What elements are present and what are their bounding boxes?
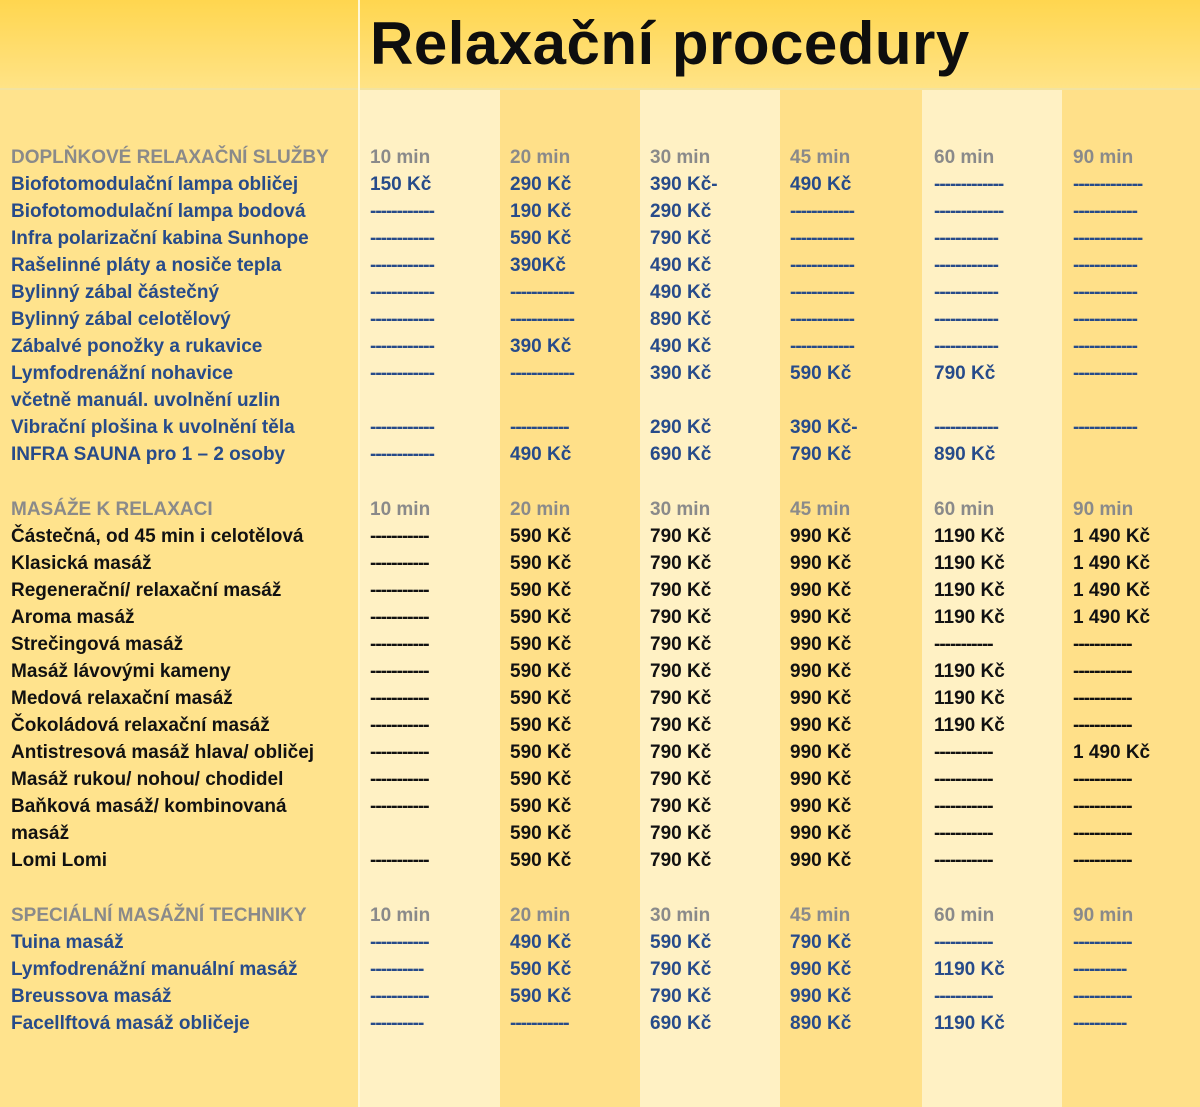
service-name: Klasická masáž (11, 553, 152, 574)
price-cell-90min: ------------ (1073, 201, 1137, 222)
price-cell-60min: ----------- (934, 932, 993, 953)
price-cell-10min: ------------ (370, 309, 434, 330)
service-name: INFRA SAUNA pro 1 – 2 osoby (11, 444, 286, 465)
service-name: Zábalvé ponožky a rukavice (11, 336, 263, 357)
duration-header-90min: 90 min (1073, 905, 1134, 926)
price-cell-20min: 590 Kč (510, 607, 572, 628)
price-cell-30min: 890 Kč (650, 309, 712, 330)
price-cell-45min: 990 Kč (790, 742, 852, 763)
price-cell-60min: ----------- (934, 823, 993, 844)
duration-header-10min: 10 min (370, 905, 431, 926)
price-cell-60min: 1190 Kč (934, 1013, 1005, 1034)
price-cell-60min: ------------ (934, 417, 998, 438)
price-cell-45min: 990 Kč (790, 823, 852, 844)
price-cell-30min: 790 Kč (650, 607, 712, 628)
price-cell-60min: 1190 Kč (934, 688, 1005, 709)
price-cell-30min: 790 Kč (650, 796, 712, 817)
price-cell-20min: 590 Kč (510, 228, 572, 249)
price-cell-45min: ------------ (790, 228, 854, 249)
price-cell-20min: 590 Kč (510, 553, 572, 574)
price-cell-45min: 990 Kč (790, 580, 852, 601)
price-cell-20min: 590 Kč (510, 796, 572, 817)
price-cell-90min: ----------- (1073, 796, 1132, 817)
price-cell-60min: 1190 Kč (934, 553, 1005, 574)
price-cell-20min: ----------- (510, 1013, 569, 1034)
price-cell-20min: 590 Kč (510, 715, 572, 736)
duration-header-30min: 30 min (650, 147, 711, 168)
service-name: Čokoládová relaxační masáž (11, 715, 270, 736)
price-cell-90min: ----------- (1073, 688, 1132, 709)
price-cell-10min: ------------ (370, 282, 434, 303)
section-title: DOPLŇKOVÉ RELAXAČNÍ SLUŽBY (11, 147, 329, 168)
price-cell-45min: 990 Kč (790, 769, 852, 790)
price-cell-20min: 590 Kč (510, 526, 572, 547)
price-cell-45min: 490 Kč (790, 174, 852, 195)
price-cell-10min: ------------ (370, 363, 434, 384)
price-cell-10min: ---------- (370, 959, 424, 980)
duration-header-60min: 60 min (934, 147, 995, 168)
price-cell-20min: ------------ (510, 282, 574, 303)
price-cell-90min: 1 490 Kč (1073, 742, 1151, 763)
service-name: Bylinný zábal celotělový (11, 309, 231, 330)
price-cell-45min: 990 Kč (790, 553, 852, 574)
price-cell-10min: ----------- (370, 932, 429, 953)
price-cell-10min: ------------ (370, 201, 434, 222)
price-cell-10min: ------------ (370, 444, 434, 465)
price-cell-30min: 790 Kč (650, 228, 712, 249)
price-cell-90min: 1 490 Kč (1073, 526, 1151, 547)
price-cell-45min: 790 Kč (790, 932, 852, 953)
duration-header-45min: 45 min (790, 499, 851, 520)
price-cell-10min: ---------- (370, 1013, 424, 1034)
price-cell-20min: 590 Kč (510, 580, 572, 601)
price-cell-45min: 990 Kč (790, 796, 852, 817)
price-cell-20min: 590 Kč (510, 986, 572, 1007)
price-cell-60min: ----------- (934, 769, 993, 790)
price-cell-90min: 1 490 Kč (1073, 553, 1151, 574)
price-cell-10min: ----------- (370, 688, 429, 709)
price-cell-45min: 590 Kč (790, 363, 852, 384)
price-cell-45min: 790 Kč (790, 444, 852, 465)
price-cell-60min: ------------ (934, 282, 998, 303)
price-cell-45min: 990 Kč (790, 526, 852, 547)
price-cell-10min: ----------- (370, 769, 429, 790)
duration-header-60min: 60 min (934, 499, 995, 520)
price-cell-45min: 990 Kč (790, 688, 852, 709)
price-cell-45min: 990 Kč (790, 661, 852, 682)
price-cell-90min: ------------ (1073, 363, 1137, 384)
service-name: Vibrační plošina k uvolnění těla (11, 417, 295, 438)
price-cell-20min: 390Kč (510, 255, 566, 276)
price-cell-30min: 790 Kč (650, 580, 712, 601)
price-cell-30min: 490 Kč (650, 336, 712, 357)
service-name: Rašelinné pláty a nosiče tepla (11, 255, 282, 276)
price-cell-10min: ----------- (370, 526, 429, 547)
price-cell-45min: ------------ (790, 201, 854, 222)
price-cell-60min: ----------- (934, 796, 993, 817)
price-cell-20min: 290 Kč (510, 174, 572, 195)
price-cell-60min: ----------- (934, 634, 993, 655)
service-name: Lymfodrenážní nohavice (11, 363, 234, 384)
page-title: Relaxační procedury (370, 10, 970, 77)
price-cell-90min: ------------ (1073, 336, 1137, 357)
price-cell-60min: ------------ (934, 228, 998, 249)
price-cell-60min: 1190 Kč (934, 580, 1005, 601)
service-name: Breussova masáž (11, 986, 172, 1007)
price-cell-60min: 1190 Kč (934, 959, 1005, 980)
price-cell-90min: 1 490 Kč (1073, 607, 1151, 628)
price-cell-90min: ---------- (1073, 1013, 1127, 1034)
price-cell-90min: ----------- (1073, 986, 1132, 1007)
price-cell-30min: 790 Kč (650, 986, 712, 1007)
price-cell-10min: ----------- (370, 850, 429, 871)
price-cell-10min: ----------- (370, 796, 429, 817)
price-cell-20min: 590 Kč (510, 742, 572, 763)
price-cell-60min: ------------- (934, 201, 1004, 222)
price-cell-45min: ------------ (790, 309, 854, 330)
price-cell-20min: 590 Kč (510, 823, 572, 844)
price-cell-90min: ---------- (1073, 959, 1127, 980)
price-cell-30min: 390 Kč- (650, 174, 718, 195)
duration-header-30min: 30 min (650, 905, 711, 926)
service-name: Strečingová masáž (11, 634, 184, 655)
price-cell-30min: 790 Kč (650, 715, 712, 736)
price-cell-90min: ----------- (1073, 850, 1132, 871)
price-cell-10min: ----------- (370, 580, 429, 601)
service-name: Tuina masáž (11, 932, 124, 953)
section-title: MASÁŽE K RELAXACI (11, 499, 213, 520)
duration-header-45min: 45 min (790, 905, 851, 926)
service-name: Lomi Lomi (11, 850, 108, 871)
duration-header-60min: 60 min (934, 905, 995, 926)
price-cell-45min: 990 Kč (790, 634, 852, 655)
price-cell-45min: 390 Kč- (790, 417, 858, 438)
price-cell-90min: ------------- (1073, 174, 1143, 195)
price-cell-90min: ------------ (1073, 417, 1137, 438)
price-cell-10min: ------------ (370, 336, 434, 357)
duration-header-30min: 30 min (650, 499, 711, 520)
price-cell-30min: 490 Kč (650, 255, 712, 276)
service-name: Facellftová masáž obličeje (11, 1013, 250, 1034)
price-cell-45min: ------------ (790, 336, 854, 357)
price-cell-20min: 390 Kč (510, 336, 572, 357)
price-cell-90min: ------------ (1073, 309, 1137, 330)
header-left (0, 0, 358, 90)
price-cell-30min: 690 Kč (650, 444, 712, 465)
service-name: masáž (11, 823, 70, 844)
price-cell-10min: ----------- (370, 661, 429, 682)
price-cell-10min: ----------- (370, 715, 429, 736)
service-name: Baňková masáž/ kombinovaná (11, 796, 287, 817)
price-cell-20min: 590 Kč (510, 769, 572, 790)
price-cell-30min: 290 Kč (650, 417, 712, 438)
price-cell-45min: 990 Kč (790, 850, 852, 871)
price-cell-20min: 590 Kč (510, 850, 572, 871)
service-name: Biofotomodulační lampa obličej (11, 174, 299, 195)
price-cell-90min: ----------- (1073, 769, 1132, 790)
price-cell-60min: 1190 Kč (934, 607, 1005, 628)
price-cell-10min: ----------- (370, 742, 429, 763)
service-name: Bylinný zábal částečný (11, 282, 220, 303)
price-cell-30min: 790 Kč (650, 959, 712, 980)
price-cell-10min: ------------ (370, 228, 434, 249)
price-cell-90min: ----------- (1073, 823, 1132, 844)
price-cell-45min: 990 Kč (790, 986, 852, 1007)
service-name: Masáž rukou/ nohou/ chodidel (11, 769, 284, 790)
price-cell-30min: 790 Kč (650, 553, 712, 574)
price-cell-30min: 790 Kč (650, 634, 712, 655)
duration-header-20min: 20 min (510, 905, 571, 926)
price-cell-10min: ----------- (370, 607, 429, 628)
price-cell-45min: 990 Kč (790, 959, 852, 980)
price-cell-90min: ------------ (1073, 282, 1137, 303)
price-cell-10min: 150 Kč (370, 174, 432, 195)
service-name: Lymfodrenážní manuální masáž (11, 959, 298, 980)
duration-header-45min: 45 min (790, 147, 851, 168)
price-cell-30min: 290 Kč (650, 201, 712, 222)
price-cell-30min: 790 Kč (650, 850, 712, 871)
price-cell-20min: ------------ (510, 309, 574, 330)
price-cell-60min: 1190 Kč (934, 526, 1005, 547)
price-cell-30min: 790 Kč (650, 661, 712, 682)
price-cell-45min: 990 Kč (790, 715, 852, 736)
price-cell-10min: ------------ (370, 417, 434, 438)
price-cell-60min: ----------- (934, 850, 993, 871)
price-cell-20min: ----------- (510, 417, 569, 438)
service-name: Biofotomodulační lampa bodová (11, 201, 306, 222)
price-cell-20min: 190 Kč (510, 201, 572, 222)
price-cell-30min: 690 Kč (650, 1013, 712, 1034)
price-cell-20min: 490 Kč (510, 932, 572, 953)
duration-header-10min: 10 min (370, 147, 431, 168)
price-cell-30min: 790 Kč (650, 526, 712, 547)
price-cell-20min: 590 Kč (510, 688, 572, 709)
price-cell-60min: 1190 Kč (934, 715, 1005, 736)
price-cell-30min: 490 Kč (650, 282, 712, 303)
price-cell-10min: ----------- (370, 553, 429, 574)
price-cell-60min: ------------ (934, 309, 998, 330)
price-cell-45min: ------------ (790, 282, 854, 303)
price-cell-60min: ------------ (934, 255, 998, 276)
price-cell-30min: 790 Kč (650, 823, 712, 844)
price-cell-20min: 590 Kč (510, 634, 572, 655)
price-cell-30min: 390 Kč (650, 363, 712, 384)
price-cell-20min: 490 Kč (510, 444, 572, 465)
price-cell-20min: 590 Kč (510, 661, 572, 682)
price-cell-60min: ------------ (934, 336, 998, 357)
price-cell-60min: ----------- (934, 742, 993, 763)
price-cell-30min: 790 Kč (650, 769, 712, 790)
price-cell-60min: 890 Kč (934, 444, 996, 465)
price-cell-60min: 1190 Kč (934, 661, 1005, 682)
price-cell-45min: ------------ (790, 255, 854, 276)
duration-header-90min: 90 min (1073, 147, 1134, 168)
price-cell-60min: ------------- (934, 174, 1004, 195)
price-cell-10min: ------------ (370, 255, 434, 276)
price-cell-90min: ----------- (1073, 715, 1132, 736)
price-cell-20min: 590 Kč (510, 959, 572, 980)
service-name: Masáž lávovými kameny (11, 661, 231, 682)
service-name: Antistresová masáž hlava/ obličej (11, 742, 315, 763)
price-cell-90min: ----------- (1073, 661, 1132, 682)
price-cell-90min: 1 490 Kč (1073, 580, 1151, 601)
service-name: Infra polarizační kabina Sunhope (11, 228, 309, 249)
service-name: Částečná, od 45 min i celotělová (11, 526, 304, 547)
service-name: včetně manuál. uvolnění uzlin (11, 390, 281, 411)
price-cell-90min: ----------- (1073, 634, 1132, 655)
price-cell-90min: ------------- (1073, 228, 1143, 249)
service-name: Aroma masáž (11, 607, 135, 628)
duration-header-10min: 10 min (370, 499, 431, 520)
price-cell-10min: ----------- (370, 634, 429, 655)
service-name: Medová relaxační masáž (11, 688, 233, 709)
price-cell-10min: ----------- (370, 986, 429, 1007)
duration-header-20min: 20 min (510, 499, 571, 520)
price-cell-45min: 890 Kč (790, 1013, 852, 1034)
price-cell-60min: ----------- (934, 986, 993, 1007)
service-name: Regenerační/ relaxační masáž (11, 580, 282, 601)
duration-header-20min: 20 min (510, 147, 571, 168)
price-cell-20min: ------------ (510, 363, 574, 384)
price-cell-90min: ------------ (1073, 255, 1137, 276)
duration-header-90min: 90 min (1073, 499, 1134, 520)
price-cell-90min: ----------- (1073, 932, 1132, 953)
price-cell-30min: 790 Kč (650, 742, 712, 763)
price-cell-45min: 990 Kč (790, 607, 852, 628)
section-title: SPECIÁLNÍ MASÁŽNÍ TECHNIKY (11, 905, 307, 926)
price-cell-60min: 790 Kč (934, 363, 996, 384)
price-cell-30min: 590 Kč (650, 932, 712, 953)
price-cell-30min: 790 Kč (650, 688, 712, 709)
